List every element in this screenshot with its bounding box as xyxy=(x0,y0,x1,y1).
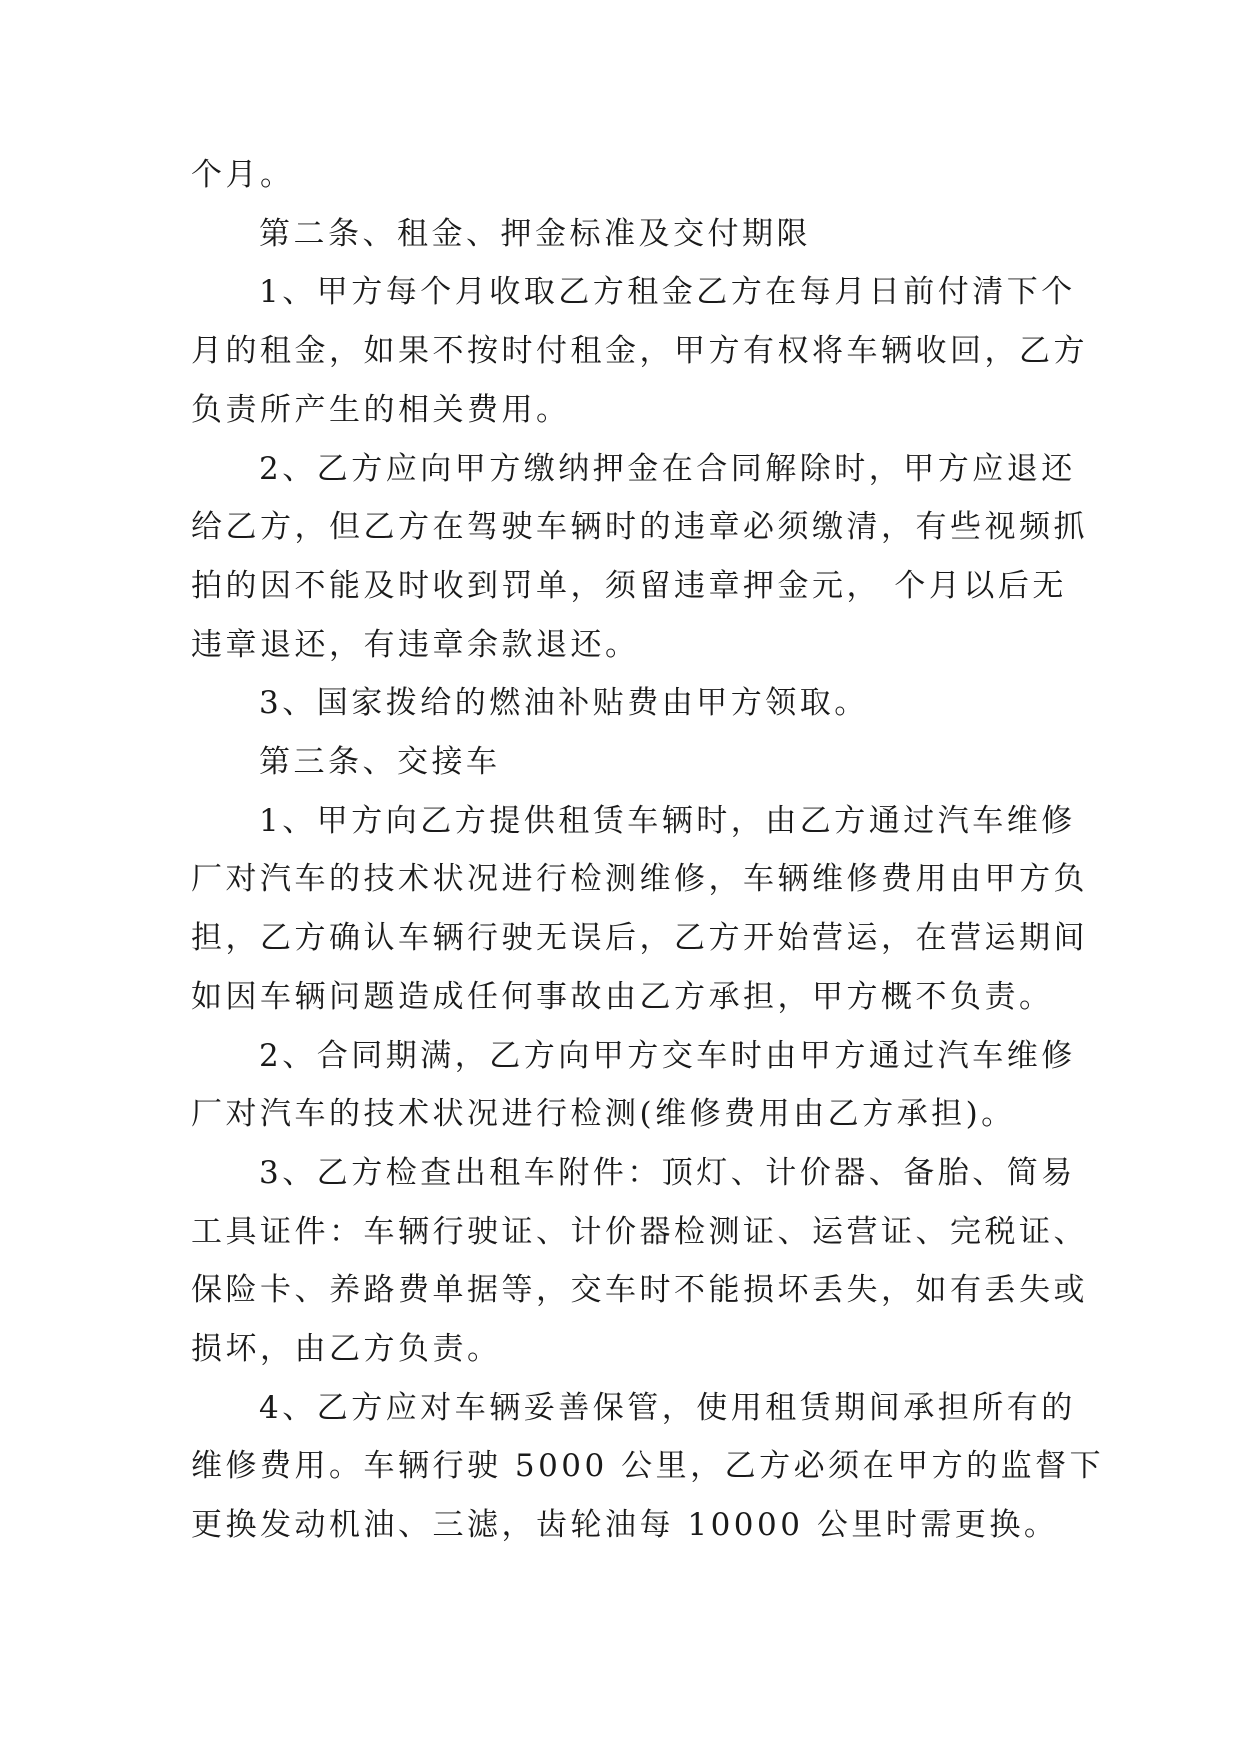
text-line: 违章退还，有违章余款退还。 xyxy=(191,626,640,663)
article-2-clause-3 xyxy=(191,674,1061,733)
text-line: 维修费用。车辆行驶 5000 公里，乙方必须在甲方的监督下 xyxy=(191,1448,1105,1485)
paragraph-continuation xyxy=(191,146,1061,205)
text-line: 月的租金，如果不按时付租金，甲方有权将车辆收回，乙方 xyxy=(191,333,1088,370)
article-3-clause-4 xyxy=(191,1379,1105,1555)
text-line: 第二条、租金、押金标准及交付期限 xyxy=(259,215,811,252)
text-line: 厂对汽车的技术状况进行检测维修，车辆维修费用由甲方负 xyxy=(191,861,1088,898)
text-line: 3、乙方检查出租车附件：顶灯、计价器、备胎、简易 xyxy=(259,1154,1076,1191)
article-3-clause-1 xyxy=(191,792,1088,1027)
text-line: 更换发动机油、三滤，齿轮油每 10000 公里时需更换。 xyxy=(191,1507,1059,1544)
article-3-clause-2 xyxy=(191,1027,1076,1144)
text-line: 损坏，由乙方负责。 xyxy=(191,1331,502,1368)
text-line: 如因车辆问题造成任何事故由乙方承担，甲方概不负责。 xyxy=(191,978,1054,1015)
text-line: 4、乙方应对车辆妥善保管，使用租赁期间承担所有的 xyxy=(259,1389,1076,1426)
document-page xyxy=(191,146,1105,1555)
article-2-clause-2 xyxy=(191,440,1088,675)
article-3-clause-3 xyxy=(191,1144,1088,1379)
text-line: 3、国家拨给的燃油补贴费由甲方领取。 xyxy=(259,685,869,722)
text-line: 厂对汽车的技术状况进行检测(维修费用由乙方承担)。 xyxy=(191,1096,1016,1133)
text-line: 工具证件：车辆行驶证、计价器检测证、运营证、完税证、 xyxy=(191,1213,1088,1250)
article-3-heading xyxy=(191,733,1061,792)
text-line: 个月。 xyxy=(191,157,295,193)
text-line: 给乙方，但乙方在驾驶车辆时的违章必须缴清，有些视频抓 xyxy=(191,509,1088,546)
text-line: 1、甲方向乙方提供租赁车辆时，由乙方通过汽车维修 xyxy=(259,802,1076,839)
article-2-heading xyxy=(191,205,1061,264)
text-line: 担，乙方确认车辆行驶无误后，乙方开始营运，在营运期间 xyxy=(191,920,1088,957)
text-line: 负责所产生的相关费用。 xyxy=(191,391,571,428)
article-2-clause-1 xyxy=(191,263,1088,439)
text-line: 保险卡、养路费单据等，交车时不能损坏丢失，如有丢失或 xyxy=(191,1272,1088,1309)
text-line: 1、甲方每个月收取乙方租金乙方在每月日前付清下个 xyxy=(259,274,1076,311)
text-line: 2、合同期满，乙方向甲方交车时由甲方通过汽车维修 xyxy=(259,1037,1076,1074)
text-line: 2、乙方应向甲方缴纳押金在合同解除时，甲方应退还 xyxy=(259,450,1076,487)
text-line: 拍的因不能及时收到罚单，须留违章押金元， 个月以后无 xyxy=(191,567,1067,604)
text-line: 第三条、交接车 xyxy=(259,744,501,781)
